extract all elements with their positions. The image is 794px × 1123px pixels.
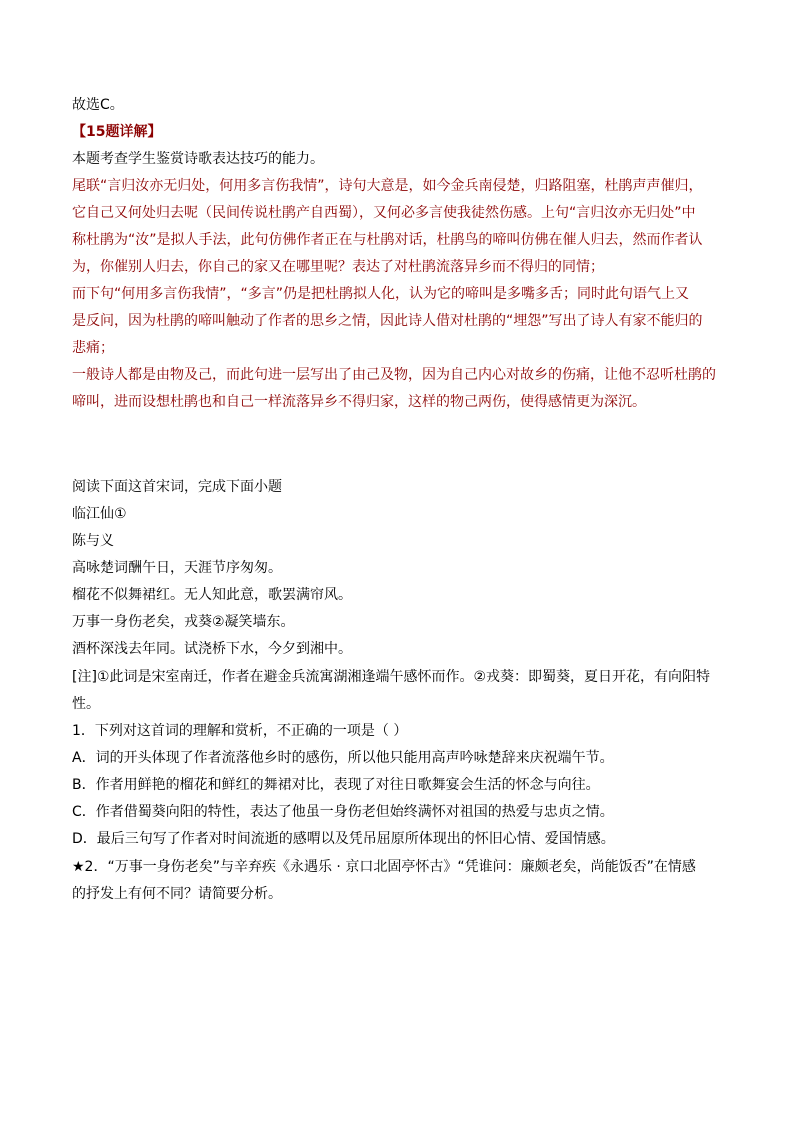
- analysis-line: 称杜鹃为“汝”是拟人手法，此句仿佛作者正在与杜鹃对话，杜鹃鸟的啼叫仿佛在催人归去，然而作者认: [72, 232, 703, 248]
- option-b: B．作者用鲜艳的榴花和鲜红的舞裙对比，表现了对往日歌舞宴会生活的怀念与向往。: [72, 777, 600, 793]
- answer-result: 故选C。: [72, 97, 124, 113]
- poem-title: 临江仙①: [72, 506, 127, 522]
- analysis-line: 一般诗人都是由物及己，而此句进一层写出了由己及物，因为自己内心对故乡的伤痛，让他不忍听杜鹃的: [72, 367, 716, 383]
- analysis-line: 悲痛；: [72, 340, 114, 356]
- poem-author: 陈与义: [72, 533, 114, 549]
- option-a: A．词的开头体现了作者流落他乡时的感伤，所以他只能用高声吟咏楚辞来庆祝端午节。: [72, 750, 614, 766]
- analysis-line: 它自己又何处归去呢（民间传说杜鹃产自西蜀），又何必多言使我徒然伤感。上句“言归汝亦无归处”中: [72, 205, 696, 221]
- annotation-note-continued: 性。: [72, 696, 100, 712]
- analysis-line: 啼叫，进而设想杜鹃也和自己一样流落异乡不得归家，这样的物己两伤，使得感情更为深沉。: [72, 394, 646, 410]
- option-d: D．最后三句写了作者对时间流逝的感喟以及凭吊屈原所体现出的怀旧心情、爱国情感。: [72, 831, 615, 847]
- question-1-stem: 1．下列对这首词的理解和赏析，不正确的一项是（ ）: [72, 723, 408, 739]
- analysis-intro: 本题考查学生鉴赏诗歌表达技巧的能力。: [72, 151, 324, 167]
- poem-line: 榴花不似舞裙红。无人知此意，歌罢满帘风。: [72, 587, 352, 603]
- option-c: C．作者借蜀葵向阳的特性，表达了他虽一身伤老但始终满怀对祖国的热爱与忠贞之情。: [72, 804, 614, 820]
- analysis-line: 为，你催别人归去，你自己的家又在哪里呢？表达了对杜鹃流落异乡而不得归的同情；: [72, 259, 604, 275]
- question-2-stem: ★2．“万事一身伤老矣”与辛弃疾《永遇乐 · 京口北固亭怀古》“凭谁问：廉颇老矣，尚能饭否”在情感: [72, 859, 696, 875]
- question-15-heading: 【15题详解】: [72, 124, 162, 140]
- annotation-note: [注]①此词是宋室南迁，作者在避金兵流寓湖湘逢端午感怀而作。②戎葵：即蜀葵，夏日开花，有向阳特: [72, 669, 711, 685]
- poem-line: 酒杯深浅去年同。试浇桥下水，今夕到湘中。: [72, 641, 352, 657]
- poem-line: 万事一身伤老矣，戎葵②凝笑墙东。: [72, 614, 295, 630]
- analysis-line: 是反问，因为杜鹃的啼叫触动了作者的思乡之情，因此诗人借对杜鹃的“埋怨”写出了诗人有家不能归的: [72, 313, 703, 329]
- analysis-line: 而下句“何用多言伤我情”，“多言”仍是把杜鹃拟人化，认为它的啼叫是多嘴多舌；同时此句语气上又: [72, 286, 690, 302]
- reading-prompt: 阅读下面这首宋词，完成下面小题: [72, 479, 282, 495]
- analysis-line: 尾联“言归汝亦无归处，何用多言伤我情”，诗句大意是，如今金兵南侵楚，归路阻塞，杜鹃声声催归，: [72, 178, 703, 194]
- question-2-stem-continued: 的抒发上有何不同？请简要分析。: [72, 886, 282, 902]
- poem-line: 高咏楚词酬午日，天涯节序匆匆。: [72, 560, 282, 576]
